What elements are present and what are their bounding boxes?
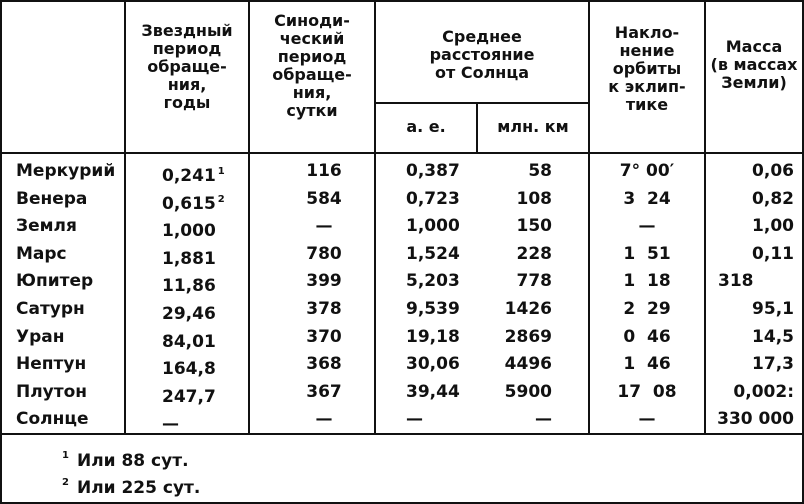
inclination: 1 46 bbox=[623, 354, 671, 375]
sidereal-value: — bbox=[162, 414, 179, 435]
sidereal-period bbox=[162, 186, 225, 213]
table-row bbox=[2, 379, 802, 406]
planet-name: Солнце bbox=[16, 409, 89, 430]
inclination: — bbox=[638, 216, 656, 237]
distance-km: — bbox=[535, 409, 552, 430]
sidereal-value: 84,01 bbox=[162, 331, 216, 352]
sidereal-period bbox=[162, 324, 218, 351]
distance-au: 1,000 bbox=[406, 216, 460, 237]
footnote-mark: 1 bbox=[62, 450, 69, 461]
sidereal-value: 247,7 bbox=[162, 386, 216, 407]
table-row bbox=[2, 268, 802, 295]
distance-au: 9,539 bbox=[406, 299, 460, 319]
synodic-period: — bbox=[315, 409, 333, 430]
table-row bbox=[2, 158, 802, 185]
footnote-mark: 2 bbox=[62, 477, 69, 488]
inclination: 3 24 bbox=[623, 188, 671, 209]
sidereal-period bbox=[162, 379, 218, 406]
planet-name: Нептун bbox=[16, 354, 87, 375]
table-row bbox=[2, 241, 802, 268]
distance-km: 778 bbox=[516, 271, 552, 292]
inclination: 7° 00′ bbox=[619, 161, 675, 181]
planet-name: Юпитер bbox=[16, 271, 94, 292]
header-sidereal-period: Звездный период обраще- ния, годы bbox=[141, 21, 233, 112]
distance-km: 108 bbox=[516, 188, 552, 209]
footnote-ref: 1 bbox=[217, 166, 225, 177]
synodic-period: 368 bbox=[306, 354, 342, 375]
mass: 1,00 bbox=[752, 216, 794, 237]
sidereal-period bbox=[162, 241, 218, 268]
sidereal-period bbox=[162, 296, 218, 323]
table-row bbox=[2, 186, 802, 213]
synodic-period: 367 bbox=[306, 381, 342, 402]
table-row bbox=[2, 351, 802, 378]
synodic-period: 584 bbox=[306, 188, 342, 209]
inclination: 17 08 bbox=[617, 381, 677, 402]
sidereal-period bbox=[162, 213, 218, 240]
synodic-period: 378 bbox=[306, 299, 342, 319]
mass: 0,82 bbox=[752, 188, 794, 209]
distance-au: 39,44 bbox=[406, 381, 460, 402]
planet-name: Меркурий bbox=[16, 161, 116, 181]
inclination: 0 46 bbox=[623, 326, 671, 347]
synodic-period: 370 bbox=[306, 326, 342, 347]
planet-name: Марс bbox=[16, 243, 67, 264]
mass: 0,06 bbox=[752, 161, 794, 181]
sidereal-period bbox=[162, 268, 218, 295]
sidereal-value: 11,86 bbox=[162, 276, 216, 297]
table-row bbox=[2, 324, 802, 351]
sidereal-value: 1,881 bbox=[162, 248, 216, 269]
sidereal-value: 164,8 bbox=[162, 359, 216, 380]
planet-name: Уран bbox=[16, 326, 65, 347]
synodic-period: 399 bbox=[306, 271, 342, 292]
planet-name: Земля bbox=[16, 216, 77, 237]
planet-name: Плутон bbox=[16, 381, 88, 402]
distance-km: 5900 bbox=[504, 381, 552, 402]
header-distance-au: а. е. bbox=[406, 117, 446, 136]
planet-name: Сатурн bbox=[16, 299, 85, 319]
inclination: 1 18 bbox=[623, 271, 671, 292]
sidereal-value: 0,615 bbox=[162, 193, 216, 214]
synodic-period: 780 bbox=[306, 243, 342, 264]
sidereal-value: 1,000 bbox=[162, 221, 216, 242]
distance-au: 0,723 bbox=[406, 188, 460, 209]
distance-au: — bbox=[406, 409, 423, 430]
distance-au: 0,387 bbox=[406, 161, 460, 181]
header-inclination: Накло- нение орбиты к эклип- тике bbox=[608, 23, 686, 114]
sidereal-period bbox=[162, 406, 181, 433]
table-row bbox=[2, 406, 802, 433]
planet-name: Венера bbox=[16, 188, 88, 209]
mass: 95,1 bbox=[752, 299, 794, 319]
distance-km: 2869 bbox=[504, 326, 552, 347]
header-mean-distance: Среднее расстояние от Солнца bbox=[429, 27, 535, 82]
distance-km: 228 bbox=[516, 243, 552, 264]
footnote-text: Или 225 сут. bbox=[76, 478, 201, 498]
distance-km: 1426 bbox=[504, 299, 552, 319]
sidereal-period bbox=[162, 351, 218, 378]
header-distance-km: млн. км bbox=[497, 117, 569, 136]
header-synodic-period: Синоди- ческий период обраще- ния, сутки bbox=[272, 11, 352, 120]
footnote bbox=[62, 477, 200, 498]
footnote bbox=[62, 450, 189, 471]
mass: 17,3 bbox=[752, 354, 794, 375]
inclination: 1 51 bbox=[623, 243, 671, 264]
mass: 0,11 bbox=[752, 243, 794, 264]
table-row bbox=[2, 213, 802, 240]
sidereal-value: 0,241 bbox=[162, 166, 216, 186]
distance-au: 30,06 bbox=[406, 354, 460, 375]
synodic-period: — bbox=[315, 216, 333, 237]
distance-km: 4496 bbox=[504, 354, 552, 375]
footnote-ref: 2 bbox=[217, 193, 225, 205]
table-row bbox=[2, 296, 802, 323]
mass: 330 000 bbox=[717, 409, 794, 430]
sidereal-value: 29,46 bbox=[162, 304, 216, 324]
distance-header-rule bbox=[376, 102, 588, 104]
distance-au: 19,18 bbox=[406, 326, 460, 347]
distance-km: 58 bbox=[528, 161, 552, 181]
mass: 14,5 bbox=[752, 326, 794, 347]
header-bottom-rule bbox=[2, 152, 802, 154]
header-mass: Масса (в массах Земли) bbox=[710, 37, 798, 92]
distance-au: 1,524 bbox=[406, 243, 460, 264]
mass: 0,002: bbox=[733, 381, 794, 402]
distance-km: 150 bbox=[516, 216, 552, 237]
synodic-period: 116 bbox=[306, 161, 342, 181]
mass: 318 bbox=[718, 271, 754, 292]
distance-au: 5,203 bbox=[406, 271, 460, 292]
inclination: — bbox=[638, 409, 656, 430]
sidereal-period bbox=[162, 158, 225, 185]
footnote-text: Или 88 сут. bbox=[76, 451, 189, 471]
inclination: 2 29 bbox=[623, 299, 671, 319]
